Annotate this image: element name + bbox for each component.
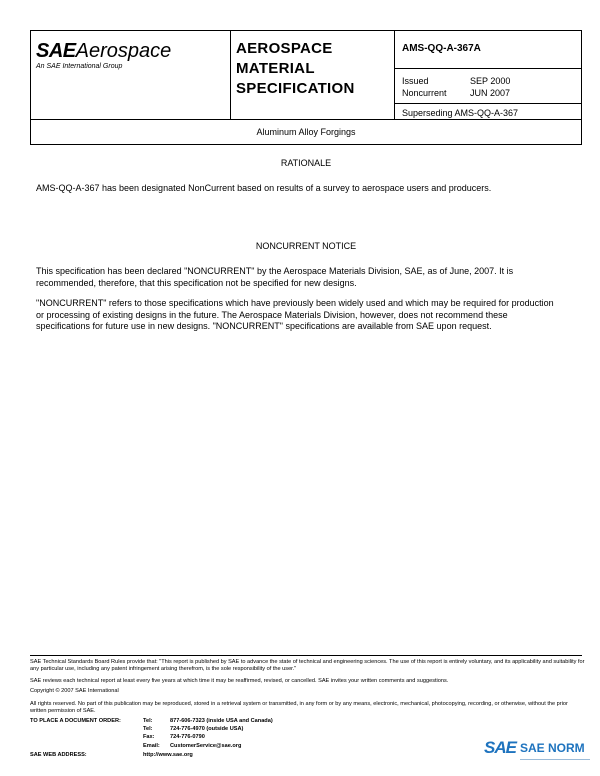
info-divider-1 (394, 68, 582, 69)
fax-label: Fax: (143, 734, 155, 740)
footer-copyright: Copyright © 2007 SAE International (30, 688, 119, 694)
rationale-heading: RATIONALE (280, 158, 332, 168)
spec-title-line-3: SPECIFICATION (236, 80, 355, 97)
footer-rule (30, 655, 582, 656)
sae-aerospace-logo (36, 40, 171, 63)
logo-sae-text: SAE (36, 40, 76, 62)
tel1-value: 877-606-7323 (inside USA and Canada) (170, 718, 273, 724)
web-value[interactable]: http://www.sae.org (143, 752, 193, 758)
noncurrent-value: JUN 2007 (470, 88, 511, 98)
email-label: Email: (143, 743, 160, 749)
web-label: SAE WEB ADDRESS: (30, 752, 87, 758)
fax-value: 724-776-0790 (170, 734, 205, 740)
doc-title: Aluminum Alloy Forgings (256, 127, 356, 137)
order-label: TO PLACE A DOCUMENT ORDER: (30, 718, 121, 724)
logo-aerospace-text: Aerospace (75, 40, 172, 62)
noncurrent-label: Noncurrent (402, 88, 447, 98)
logo-subtitle: An SAE International Group (36, 63, 123, 70)
spec-title-line-1: AEROSPACE (236, 40, 333, 57)
rationale-text: AMS-QQ-A-367 has been designated NonCurrent based on results of a survey to aerospace users and producers. (36, 183, 492, 193)
sae-norm-watermark (484, 738, 594, 772)
notice-paragraph-1: This specification has been declared "NONCURRENT" by the Aerospace Materials Division, SAE, as of June, 2007. It is recommended, therefore, that this specification not be specified for new designs. (36, 266, 514, 288)
doc-number: AMS-QQ-A-367A (402, 43, 481, 54)
watermark-brand-text: SAE NORM (520, 741, 585, 755)
tel1-label: Tel: (143, 718, 153, 724)
footer-review: SAE reviews each technical report at least every five years at which time it may be reaffirmed, revised, or cancelled. SAE invites your written comments and suggestions. (30, 678, 449, 684)
notice-heading: NONCURRENT NOTICE (255, 241, 357, 251)
spec-title (236, 39, 355, 99)
footer-policy: SAE Technical Standards Board Rules provide that: "This report is published by SAE to advance the state of technical and engineering sciences. The use of this report is entirely voluntary, and its applicability and suitability for any particular use, including any patent infringement arising therefrom, is the sole responsibility of the user." (30, 659, 585, 672)
watermark-underline (520, 759, 590, 760)
issued-value: SEP 2000 (470, 76, 511, 86)
tel2-label: Tel: (143, 726, 153, 732)
info-divider-2 (394, 103, 582, 104)
tel2-value: 724-776-4970 (outside USA) (170, 726, 244, 732)
watermark-sae-logo: SAE (484, 738, 516, 757)
footer-rights: All rights reserved. No part of this publication may be reproduced, stored in a retrieval system or transmitted, in any form or by any means, electronic, mechanical, photocopying, recording, or otherwise, without the prior written permission of SAE. (30, 701, 568, 714)
notice-paragraph-2: "NONCURRENT" refers to those specifications which have previously been widely used and which may be required for production or processing of existing designs in the future. The Aerospace Materials Division, however, does not recommend these specifications for future use in new designs. "NONCURRENT" specifications are available from SAE upon request. (36, 298, 554, 331)
email-value[interactable]: CustomerService@sae.org (170, 743, 242, 749)
spec-title-line-2: MATERIAL (236, 60, 315, 77)
superseding-text: Superseding AMS-QQ-A-367 (402, 108, 519, 118)
issued-label: Issued (402, 76, 429, 86)
